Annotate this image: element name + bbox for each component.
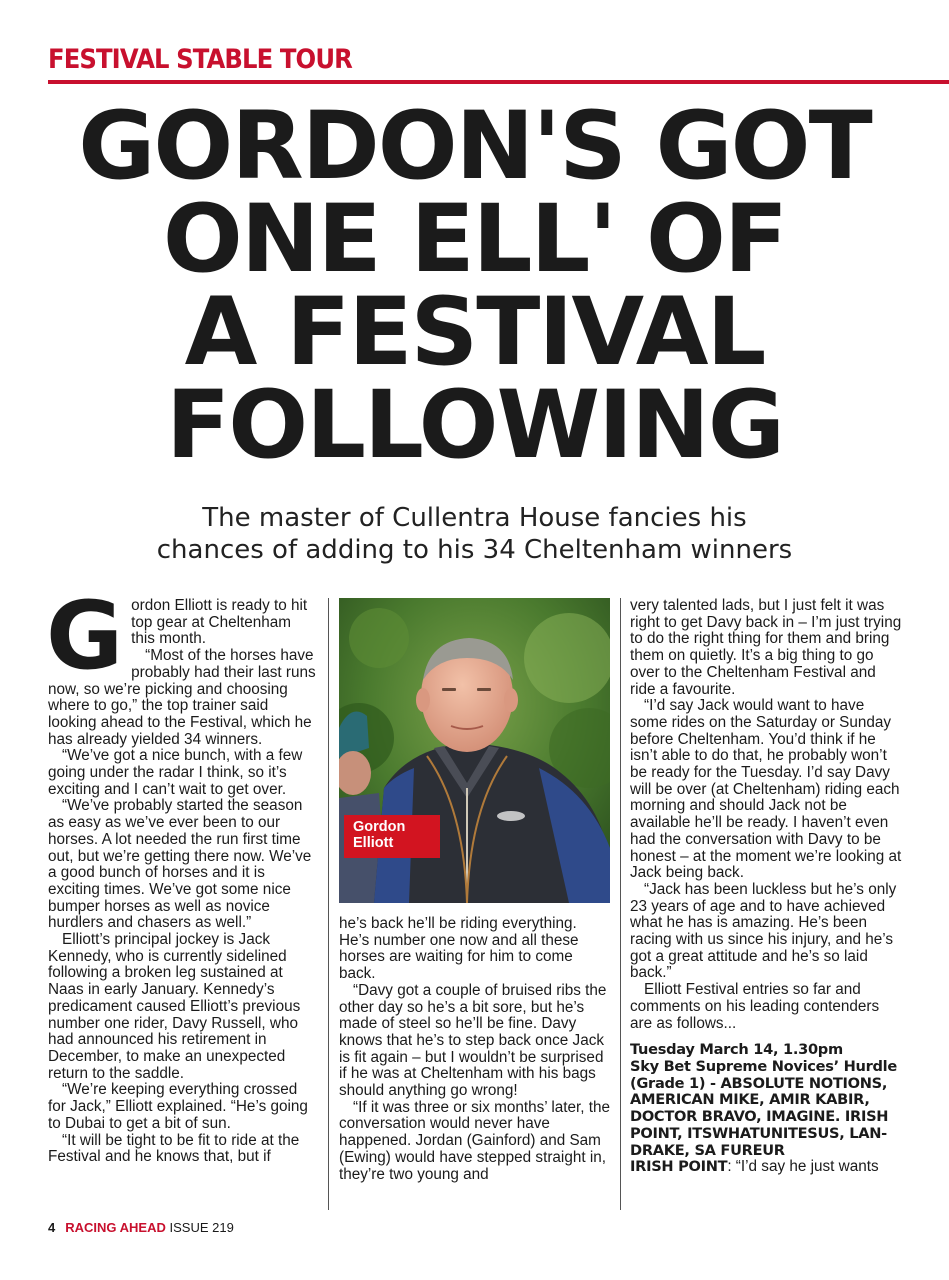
race-date-line: Tuesday March 14, 1.30pm: [630, 1041, 843, 1059]
drop-cap: G: [46, 582, 124, 691]
issue-number: ISSUE 219: [169, 1220, 234, 1235]
race-entry-line: POINT, ITSWHATUNITESUS, LAN-: [630, 1124, 887, 1142]
race-entry-line: (Grade 1) - ABSOLUTE NOTIONS,: [630, 1074, 888, 1092]
article-paragraph: “If it was three or six months’ later, the conversation would never have happened. Jordan (Gainford) and Sam (Ewing) would have stepped straight in, they’re two young and: [339, 1098, 611, 1183]
headline-line: ONE ELL' OF: [162, 185, 787, 294]
race-entry-line: AMERICAN MIKE, AMIR KABIR,: [630, 1091, 870, 1109]
column-divider: [328, 598, 329, 1210]
race-entry-line: DOCTOR BRAVO, IMAGINE. IRISH: [630, 1108, 889, 1126]
article-paragraph: very talented lads, but I just felt it was right to get Davy back in – I’m just trying to do the right thing for them and bring them on quietly. It’s a big thing to go over to the Cheltenham Festival and ride a favourite.: [630, 597, 902, 698]
caption-line: Gordon: [353, 819, 406, 835]
article-paragraph: “I’d say Jack would want to have some rides on the Saturday or Sunday before Cheltenham. You’d think if he isn’t able to do that, he probably won’t be ready for the Tuesday. I’d say Davy will be over (at Cheltenham) riding each morning and should Jack not be available he’ll be ready. I haven’t even had the conversation with Davy to be honest – at the moment we’re looking at Jack being back.: [630, 697, 902, 882]
article-paragraph: “We’ve got a nice bunch, with a few going under the radar I think, so it’s exciting and I can’t wait to get over.: [48, 747, 303, 798]
page-number: 4: [48, 1220, 56, 1235]
paragraph-text: ordon Elliott is ready to hit top gear at Cheltenham this month.: [131, 597, 308, 648]
article-column-2: [339, 916, 611, 1183]
section-rule: [48, 80, 949, 84]
photo-caption: [344, 815, 440, 858]
article-column-3: [630, 598, 903, 1176]
article-paragraph: he’s back he’ll be riding everything. He’s number one now and all these horses are waiting for him to come back.: [339, 915, 579, 983]
article-paragraph: “We’re keeping everything crossed for Jack,” Elliott explained. “He’s going to Dubai to get a bit of sun.: [48, 1081, 308, 1132]
race-entry-heading: [630, 1042, 903, 1159]
headline-line: A FESTIVAL: [184, 278, 765, 387]
headline-line: FOLLOWING: [166, 371, 783, 480]
horse-name: IRISH POINT: [630, 1158, 728, 1176]
column-divider: [620, 598, 621, 1210]
article-paragraph: “Jack has been luckless but he’s only 23 years of age and to have achieved what he has is amazing. He’s been racing with us since his injury, and he’s got a great attitude and he’s so laid back.”: [630, 880, 897, 982]
headline: [0, 92, 949, 480]
horse-comment: [630, 1159, 903, 1176]
standfirst-line: chances of adding to his 34 Cheltenham winners: [156, 535, 793, 565]
headline-line: GORDON'S GOT: [78, 92, 871, 201]
caption-line: Elliott: [353, 835, 394, 851]
article-paragraph: Elliott Festival entries so far and comments on his leading contenders are as follows...: [630, 981, 880, 1032]
article-paragraph: “We’ve probably started the season as easy as we’ve ever been to our horses. A lot needed the run first time out, but we’re getting there now. We’ve a good bunch of horses and it is exciting times. We’ve got some nice bumper horses as well as novice hurdlers and chasers as well.”: [48, 797, 312, 932]
race-entry-line: Sky Bet Supreme Novices’ Hurdle: [630, 1057, 897, 1075]
article-paragraph: “It will be tight to be fit to ride at the Festival and he knows that, but if: [48, 1131, 300, 1166]
article-paragraph: “Davy got a couple of bruised ribs the other day so he’s a bit sore, but he’s made of steel so he’ll be fine. Davy knows that he’s to step back once Jack is fit again – but I wouldn’t be surprised if he was at Cheltenham with his bags should anything go wrong!: [339, 981, 607, 1100]
horse-comment-text: : “I’d say he just wants: [727, 1158, 879, 1176]
page-footer: [48, 1220, 234, 1235]
article-paragraph: [46, 582, 318, 691]
article-paragraph: Elliott’s principal jockey is Jack Kennedy, who is currently sidelined following a broken leg sustained at Naas in early January. Kennedy’s predicament caused Elliott’s previous number one rider, Davy Russell, who had announced his retirement in December, to make an unexpected return to the saddle.: [48, 931, 301, 1082]
race-entry-line: DRAKE, SA FUREUR: [630, 1141, 785, 1159]
publication-name: RACING AHEAD: [65, 1220, 166, 1235]
article-paragraph: “Most of the horses have probably had their last runs now, so we’re picking and choosing where to go,” the top trainer said looking ahead to the Festival, which he has already yielded 34 winners.: [48, 647, 316, 748]
standfirst-line: The master of Cullentra House fancies his: [202, 503, 747, 533]
standfirst: [0, 502, 949, 566]
section-label: FESTIVAL STABLE TOUR: [48, 44, 352, 75]
article-column-1: [46, 582, 318, 1166]
